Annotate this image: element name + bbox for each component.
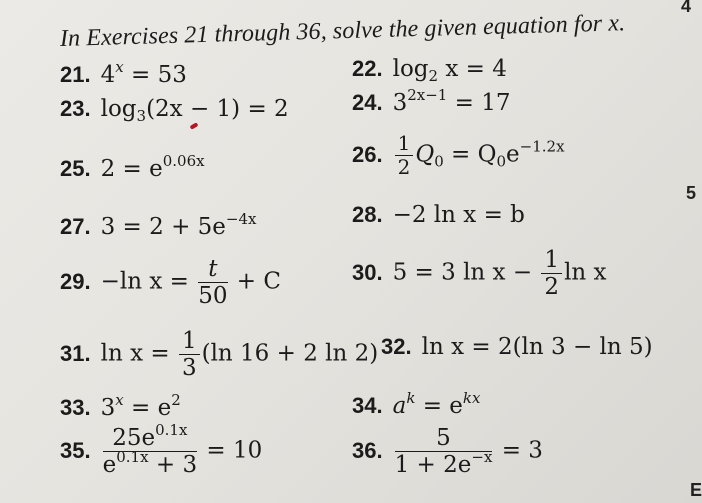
fraction: $\frac{5}{1 + 2e^{-x}}$: [394, 425, 493, 479]
exercise-number: 28.: [352, 202, 383, 227]
exercise-23: 23. $\log_3(2x - 1) = 2$: [60, 96, 289, 125]
exercise-number: 25.: [60, 156, 91, 181]
exercise-number: 23.: [60, 96, 91, 121]
exercise-number: 35.: [60, 437, 91, 463]
exercise-instructions: In Exercises 21 through 36, solve the given equation for x.: [59, 10, 626, 52]
exercise-number: 31.: [60, 340, 91, 366]
exercise-28: 28. −2 ln x = b: [352, 202, 525, 228]
exercise-29: 29. −ln x = $\frac{t}{50}$ + C: [60, 256, 281, 310]
exercise-number: 29.: [60, 268, 91, 294]
page-edge-number: 4: [681, 0, 692, 16]
fraction: $\frac{1}{2}$: [541, 248, 562, 299]
exercise-31: 31. ln x = $\frac{1}{3}$ (ln 16 + 2 ln 2): [60, 328, 379, 382]
page-edge-number: 5: [686, 183, 697, 203]
exercise-number: 36.: [352, 437, 383, 463]
exercise-35: 35. $\frac{25e^{0.1x}}{e^{0.1x} + 3}$ = 10: [60, 421, 263, 479]
exercise-22: 22. $\log_2 x = 4$: [352, 56, 507, 85]
exercise-27: 27. $3 = 2 + 5e^{-4x}$: [60, 210, 257, 240]
exercise-25: 25. $2 = e^{0.06x}$: [60, 152, 205, 182]
exercise-number: 30.: [352, 259, 383, 285]
fraction: $\frac{25e^{0.1x}}{e^{0.1x} + 3}$: [102, 421, 198, 479]
exercise-number: 21.: [60, 62, 91, 87]
exercise-33: 33. $3^x = e^2$: [60, 391, 181, 421]
exercise-26: 26. $\frac{1}{2}$ $Q_0 = Q_0e^{-1.2x}$: [352, 131, 565, 179]
exercise-36: 36. $\frac{5}{1 + 2e^{-x}}$ = 3: [352, 425, 543, 479]
exercise-number: 34.: [352, 393, 383, 418]
exercise-number: 24.: [352, 90, 383, 115]
exercise-number: 33.: [60, 395, 91, 420]
exercise-24: 24. $3^{2x-1} = 17$: [352, 86, 511, 116]
exercise-34: 34. $a^k = e^{kx}$: [352, 389, 481, 419]
exercise-32: 32. ln x = 2(ln 3 − ln 5): [381, 334, 653, 360]
red-pen-mark: [190, 122, 199, 129]
fraction: $\frac{t}{50}$: [198, 256, 228, 310]
exercise-30: 30. 5 = 3 ln x − $\frac{1}{2}$ ln x: [352, 247, 607, 301]
exercise-number: 26.: [352, 141, 383, 167]
exercise-number: 32.: [381, 334, 412, 359]
fraction: $\frac{1}{2}$: [395, 133, 414, 178]
fraction: $\frac{1}{3}$: [179, 329, 200, 380]
page-edge-letter: E: [690, 480, 702, 500]
exercise-number: 22.: [352, 56, 383, 81]
exercise-number: 27.: [60, 214, 91, 239]
exercise-21: 21. $4^x = 53$: [60, 58, 187, 88]
